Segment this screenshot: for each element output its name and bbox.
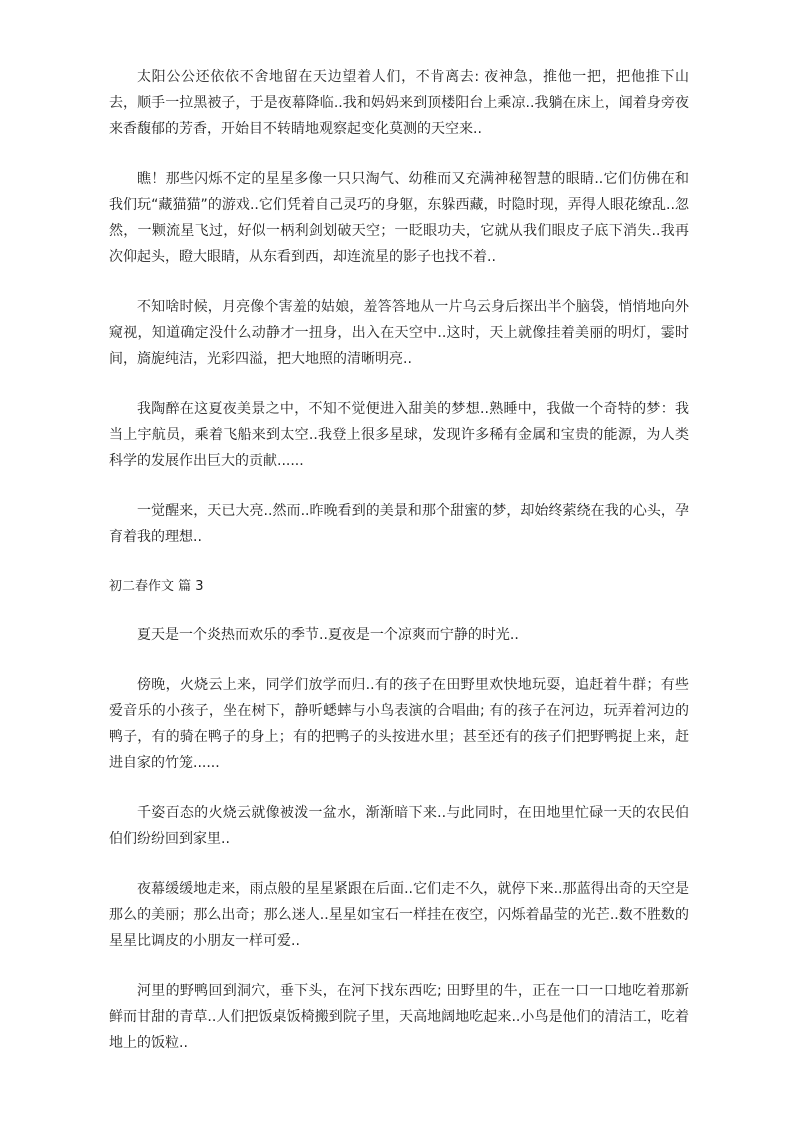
paragraph: 瞧！那些闪烁不定的星星多像一只只淘气、幼稚而又充满神秘智慧的眼睛..它们仿佛在和我们玩“藏猫猫”的游戏..它们凭着自己灵巧的身躯，东躲西藏，时隐时现，弄得人眼花缭乱..忽然，一颗流星飞过，好似一柄利剑划破天空；一眨眼功夫，它就从我们眼皮子底下消失..我再次仰起头，瞪大眼睛，从东看到西，却连流星的影子也找不着.. (109, 171, 689, 265)
paragraph: 不知啥时候，月亮像个害羞的姑娘，羞答答地从一片乌云身后探出半个脑袋，悄悄地向外窥视，知道确定没什么动静才一扭身，出入在天空中..这时，天上就像挂着美丽的明灯，霎时间，旖旎纯洁，光彩四溢，把大地照的清晰明亮.. (109, 299, 689, 367)
section-heading: 初二春作文 篇 3 (109, 579, 204, 594)
paragraph: 傍晚，火烧云上来，同学们放学而归..有的孩子在田野里欢快地玩耍，追赶着牛群；有些爱音乐的小孩子，坐在树下，静听蟋蟀与小鸟表演的合唱曲; 有的孩子在河边，玩弄着河边的鸭子，有的骑在鸭子的身上；有的把鸭子的头按进水里；甚至还有的孩子们把野鸭捉上来，赶进自家的竹笼...... (109, 677, 689, 771)
document-page (109, 64, 689, 1080)
paragraph: 河里的野鸭回到洞穴，垂下头，在河下找东西吃; 田野里的牛，正在一口一口地吃着那新鲜而甘甜的青草..人们把饭桌饭椅搬到院子里，天高地阔地吃起来..小鸟是他们的清洁工，吃着地上的饭粒.. (109, 983, 689, 1051)
paragraph: 千姿百态的火烧云就像被泼一盆水，渐渐暗下来..与此同时，在田地里忙碌一天的农民伯伯们纷纷回到家里.. (109, 805, 689, 847)
paragraph: 太阳公公还依依不舍地留在天边望着人们，不肯离去: 夜神急，推他一把，把他推下山去，顺手一拉黑被子，于是夜幕降临..我和妈妈来到顶楼阳台上乘凉..我躺在床上，闻着身旁夜来香馥郁的芳香，开始目不转睛地观察起变化莫测的天空来.. (109, 69, 689, 137)
paragraph: 夜幕缓缓地走来，雨点般的星星紧跟在后面..它们走不久，就停下来..那蓝得出奇的天空是那么的美丽；那么出奇；那么迷人..星星如宝石一样挂在夜空，闪烁着晶莹的光芒..数不胜数的星星比调皮的小朋友一样可爱.. (109, 881, 689, 949)
paragraph: 夏天是一个炎热而欢乐的季节..夏夜是一个凉爽而宁静的时光.. (137, 627, 519, 643)
paragraph: 一觉醒来，天已大亮..然而..昨晚看到的美景和那个甜蜜的梦，却始终萦绕在我的心头，孕育着我的理想.. (109, 503, 689, 545)
paragraph: 我陶醉在这夏夜美景之中，不知不觉便进入甜美的梦想..熟睡中，我做一个奇特的梦：我当上宇航员，乘着飞船来到太空..我登上很多星球，发现许多稀有金属和宝贵的能源，为人类科学的发展作出巨大的贡献...... (109, 401, 689, 469)
